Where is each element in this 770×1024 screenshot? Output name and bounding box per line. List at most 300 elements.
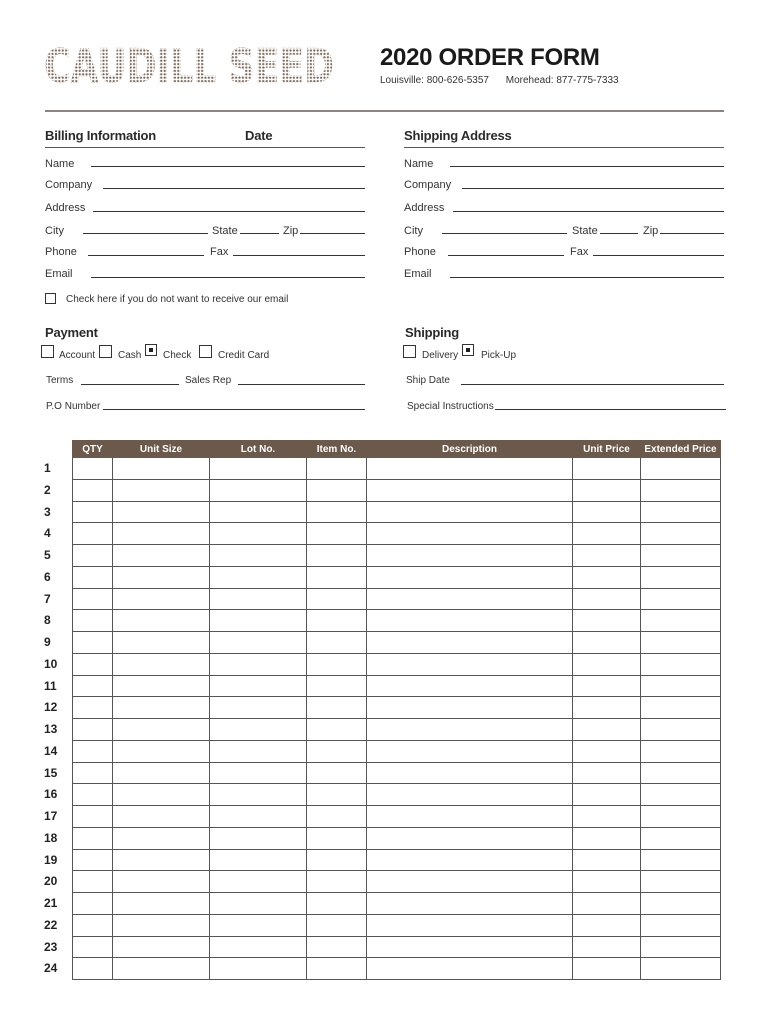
cell-unit-price[interactable] bbox=[573, 479, 641, 501]
shipping-pickup-checkbox[interactable] bbox=[462, 344, 474, 356]
cell-item-no[interactable] bbox=[307, 762, 367, 784]
table-row bbox=[73, 523, 721, 545]
cell-unit-size[interactable] bbox=[113, 523, 210, 545]
cell-extended-price[interactable] bbox=[641, 871, 721, 893]
ship-state-field[interactable] bbox=[600, 233, 638, 234]
cell-unit-size[interactable] bbox=[113, 588, 210, 610]
row-number: 24 bbox=[44, 961, 58, 976]
cell-extended-price[interactable] bbox=[641, 501, 721, 523]
ship-zip-label: Zip bbox=[643, 225, 659, 237]
cell-unit-price[interactable] bbox=[573, 588, 641, 610]
cell-qty[interactable] bbox=[73, 784, 113, 806]
ship-city-label: City bbox=[404, 225, 423, 237]
shipping-pickup-label: Pick-Up bbox=[481, 350, 517, 361]
row-number: 23 bbox=[44, 939, 58, 954]
caudill-seed-logo bbox=[44, 42, 336, 88]
billing-name-label: Name bbox=[45, 158, 75, 170]
ship-city-field[interactable] bbox=[442, 233, 567, 234]
billing-state-label: State bbox=[212, 225, 238, 237]
cell-lot-no[interactable] bbox=[210, 523, 307, 545]
cell-description[interactable] bbox=[367, 914, 573, 936]
phone-louisville: Louisville: 800-626-5357 bbox=[380, 75, 489, 86]
billing-city-label: City bbox=[45, 225, 64, 237]
ship-zip-field[interactable] bbox=[660, 233, 724, 234]
cell-unit-price[interactable] bbox=[573, 523, 641, 545]
billing-fax-label: Fax bbox=[210, 246, 229, 258]
cell-unit-size[interactable] bbox=[113, 827, 210, 849]
logo-text: CAUDILL SEED bbox=[44, 42, 334, 88]
cell-unit-size[interactable] bbox=[113, 632, 210, 654]
cell-lot-no[interactable] bbox=[210, 936, 307, 958]
billing-city-field[interactable] bbox=[83, 233, 208, 234]
cell-lot-no[interactable] bbox=[210, 588, 307, 610]
cell-item-no[interactable] bbox=[307, 784, 367, 806]
cell-qty[interactable] bbox=[73, 588, 113, 610]
cell-lot-no[interactable] bbox=[210, 784, 307, 806]
cell-qty[interactable] bbox=[73, 545, 113, 567]
cell-unit-price[interactable] bbox=[573, 501, 641, 523]
cell-qty[interactable] bbox=[73, 806, 113, 828]
billing-email-label: Email bbox=[45, 268, 73, 280]
column-header-unit-size: Unit Size bbox=[113, 441, 210, 458]
cell-lot-no[interactable] bbox=[210, 697, 307, 719]
cell-unit-price[interactable] bbox=[573, 871, 641, 893]
cell-extended-price[interactable] bbox=[641, 784, 721, 806]
billing-zip-field[interactable] bbox=[300, 233, 365, 234]
cell-lot-no[interactable] bbox=[210, 632, 307, 654]
cell-unit-price[interactable] bbox=[573, 936, 641, 958]
cell-unit-price[interactable] bbox=[573, 632, 641, 654]
cell-extended-price[interactable] bbox=[641, 893, 721, 915]
cell-item-no[interactable] bbox=[307, 675, 367, 697]
cell-unit-size[interactable] bbox=[113, 958, 210, 980]
table-row bbox=[73, 479, 721, 501]
cell-description[interactable] bbox=[367, 588, 573, 610]
cell-lot-no[interactable] bbox=[210, 545, 307, 567]
cell-description[interactable] bbox=[367, 827, 573, 849]
cell-description[interactable] bbox=[367, 762, 573, 784]
cell-item-no[interactable] bbox=[307, 893, 367, 915]
row-number: 13 bbox=[44, 722, 58, 736]
cell-unit-price[interactable] bbox=[573, 784, 641, 806]
row-number: 8 bbox=[44, 613, 51, 628]
terms-field[interactable] bbox=[81, 384, 179, 385]
cell-description[interactable] bbox=[367, 566, 573, 588]
table-row bbox=[73, 653, 721, 675]
cell-item-no[interactable] bbox=[307, 566, 367, 588]
ship-address-label: Address bbox=[404, 202, 445, 214]
table-row bbox=[73, 675, 721, 697]
cell-extended-price[interactable] bbox=[641, 610, 721, 632]
cell-unit-price[interactable] bbox=[573, 566, 641, 588]
cell-qty[interactable] bbox=[73, 479, 113, 501]
cell-unit-price[interactable] bbox=[573, 762, 641, 784]
cell-item-no[interactable] bbox=[307, 458, 367, 480]
ship-fax-field[interactable] bbox=[593, 255, 724, 256]
cell-description[interactable] bbox=[367, 610, 573, 632]
cell-unit-price[interactable] bbox=[573, 719, 641, 741]
cell-extended-price[interactable] bbox=[641, 545, 721, 567]
cell-extended-price[interactable] bbox=[641, 479, 721, 501]
form-title: 2020 ORDER FORM bbox=[380, 44, 600, 71]
cell-unit-size[interactable] bbox=[113, 849, 210, 871]
ship-email-field[interactable] bbox=[450, 277, 724, 278]
ship-company-field[interactable] bbox=[462, 188, 724, 189]
cell-extended-price[interactable] bbox=[641, 936, 721, 958]
table-row bbox=[73, 458, 721, 480]
cell-item-no[interactable] bbox=[307, 806, 367, 828]
table-row bbox=[73, 784, 721, 806]
cell-lot-no[interactable] bbox=[210, 762, 307, 784]
cell-lot-no[interactable] bbox=[210, 849, 307, 871]
cell-description[interactable] bbox=[367, 697, 573, 719]
billing-name-field[interactable] bbox=[91, 166, 365, 167]
cell-extended-price[interactable] bbox=[641, 762, 721, 784]
ship-email-label: Email bbox=[404, 268, 432, 280]
cell-qty[interactable] bbox=[73, 632, 113, 654]
cell-qty[interactable] bbox=[73, 523, 113, 545]
column-header-lot-no: Lot No. bbox=[210, 441, 307, 458]
cell-description[interactable] bbox=[367, 545, 573, 567]
cell-unit-price[interactable] bbox=[573, 806, 641, 828]
cell-unit-size[interactable] bbox=[113, 479, 210, 501]
cell-lot-no[interactable] bbox=[210, 501, 307, 523]
cell-item-no[interactable] bbox=[307, 523, 367, 545]
cell-lot-no[interactable] bbox=[210, 675, 307, 697]
cell-unit-size[interactable] bbox=[113, 545, 210, 567]
cell-item-no[interactable] bbox=[307, 849, 367, 871]
payment-account-label: Account bbox=[59, 350, 96, 361]
table-row bbox=[73, 936, 721, 958]
cell-unit-price[interactable] bbox=[573, 675, 641, 697]
cell-unit-size[interactable] bbox=[113, 914, 210, 936]
email-optout-label: Check here if you do not want to receive our email bbox=[66, 294, 289, 305]
billing-email-field[interactable] bbox=[91, 277, 365, 278]
cell-unit-price[interactable] bbox=[573, 914, 641, 936]
cell-description[interactable] bbox=[367, 849, 573, 871]
cell-lot-no[interactable] bbox=[210, 566, 307, 588]
table-row bbox=[73, 566, 721, 588]
billing-date-label: Date bbox=[245, 128, 273, 143]
billing-address-field[interactable] bbox=[93, 211, 365, 212]
cell-description[interactable] bbox=[367, 501, 573, 523]
ship-state-label: State bbox=[572, 225, 598, 237]
cell-unit-price[interactable] bbox=[573, 740, 641, 762]
cell-description[interactable] bbox=[367, 893, 573, 915]
cell-qty[interactable] bbox=[73, 501, 113, 523]
table-row bbox=[73, 697, 721, 719]
cell-qty[interactable] bbox=[73, 719, 113, 741]
cell-item-no[interactable] bbox=[307, 958, 367, 980]
ship-address-field[interactable] bbox=[453, 211, 724, 212]
sales-rep-field[interactable] bbox=[238, 384, 365, 385]
ship-phone-label: Phone bbox=[404, 246, 436, 258]
cell-unit-size[interactable] bbox=[113, 458, 210, 480]
billing-title: Billing Information bbox=[45, 128, 157, 143]
cell-extended-price[interactable] bbox=[641, 740, 721, 762]
email-optout-checkbox[interactable] bbox=[45, 293, 56, 304]
special-instructions-label: Special Instructions bbox=[407, 401, 494, 412]
row-number: 10 bbox=[44, 656, 58, 671]
table-row bbox=[73, 827, 721, 849]
cell-description[interactable] bbox=[367, 523, 573, 545]
cell-unit-size[interactable] bbox=[113, 784, 210, 806]
cell-item-no[interactable] bbox=[307, 545, 367, 567]
cell-description[interactable] bbox=[367, 479, 573, 501]
cell-qty[interactable] bbox=[73, 697, 113, 719]
cell-qty[interactable] bbox=[73, 914, 113, 936]
row-number: 15 bbox=[44, 765, 58, 780]
cell-lot-no[interactable] bbox=[210, 719, 307, 741]
table-row bbox=[73, 610, 721, 632]
payment-cash-checkbox[interactable] bbox=[99, 345, 112, 358]
cell-item-no[interactable] bbox=[307, 697, 367, 719]
payment-check-label: Check bbox=[163, 350, 192, 361]
cell-item-no[interactable] bbox=[307, 479, 367, 501]
cell-extended-price[interactable] bbox=[641, 697, 721, 719]
billing-state-field[interactable] bbox=[240, 233, 279, 234]
cell-unit-price[interactable] bbox=[573, 458, 641, 480]
row-number: 22 bbox=[44, 917, 58, 932]
cell-description[interactable] bbox=[367, 806, 573, 828]
cell-extended-price[interactable] bbox=[641, 719, 721, 741]
cell-description[interactable] bbox=[367, 458, 573, 480]
cell-item-no[interactable] bbox=[307, 610, 367, 632]
cell-unit-size[interactable] bbox=[113, 893, 210, 915]
row-number: 12 bbox=[44, 700, 58, 715]
billing-fax-field[interactable] bbox=[233, 255, 365, 256]
cell-unit-size[interactable] bbox=[113, 675, 210, 697]
cell-item-no[interactable] bbox=[307, 653, 367, 675]
table-row bbox=[73, 545, 721, 567]
sales-rep-label: Sales Rep bbox=[185, 375, 232, 386]
cell-item-no[interactable] bbox=[307, 588, 367, 610]
table-row bbox=[73, 806, 721, 828]
row-number: 5 bbox=[44, 548, 51, 562]
row-number: 14 bbox=[44, 743, 58, 758]
cell-unit-size[interactable] bbox=[113, 610, 210, 632]
cell-lot-no[interactable] bbox=[210, 458, 307, 480]
table-row bbox=[73, 849, 721, 871]
row-number: 3 bbox=[44, 504, 51, 519]
cell-description[interactable] bbox=[367, 784, 573, 806]
billing-zip-label: Zip bbox=[283, 225, 299, 237]
payment-credit-card-checkbox[interactable] bbox=[199, 345, 212, 358]
order-table-header bbox=[73, 441, 721, 458]
cell-qty[interactable] bbox=[73, 566, 113, 588]
cell-extended-price[interactable] bbox=[641, 827, 721, 849]
row-number: 11 bbox=[44, 678, 57, 693]
cell-unit-price[interactable] bbox=[573, 827, 641, 849]
table-row bbox=[73, 762, 721, 784]
shipping-title: Shipping bbox=[405, 325, 459, 340]
payment-cash-label: Cash bbox=[118, 350, 142, 361]
cell-unit-size[interactable] bbox=[113, 719, 210, 741]
ship-phone-field[interactable] bbox=[448, 255, 564, 256]
ship-date-field[interactable] bbox=[461, 384, 724, 385]
table-row bbox=[73, 871, 721, 893]
ship-date-label: Ship Date bbox=[406, 375, 450, 386]
billing-phone-label: Phone bbox=[45, 246, 77, 258]
billing-address-label: Address bbox=[45, 202, 86, 214]
cell-item-no[interactable] bbox=[307, 914, 367, 936]
order-table bbox=[72, 440, 721, 980]
ship-name-field[interactable] bbox=[450, 166, 724, 167]
cell-extended-price[interactable] bbox=[641, 914, 721, 936]
billing-divider bbox=[45, 147, 365, 148]
cell-item-no[interactable] bbox=[307, 871, 367, 893]
row-number: 20 bbox=[44, 874, 58, 889]
ship-name-label: Name bbox=[404, 158, 434, 170]
cell-qty[interactable] bbox=[73, 849, 113, 871]
payment-title: Payment bbox=[45, 325, 98, 340]
cell-item-no[interactable] bbox=[307, 936, 367, 958]
cell-unit-size[interactable] bbox=[113, 740, 210, 762]
cell-item-no[interactable] bbox=[307, 740, 367, 762]
table-row bbox=[73, 632, 721, 654]
billing-company-field[interactable] bbox=[103, 188, 365, 189]
cell-extended-price[interactable] bbox=[641, 958, 721, 980]
cell-extended-price[interactable] bbox=[641, 588, 721, 610]
cell-extended-price[interactable] bbox=[641, 675, 721, 697]
cell-unit-size[interactable] bbox=[113, 871, 210, 893]
cell-qty[interactable] bbox=[73, 893, 113, 915]
cell-lot-no[interactable] bbox=[210, 653, 307, 675]
row-number-column bbox=[44, 458, 68, 980]
row-number: 1 bbox=[44, 461, 51, 475]
column-header-description: Description bbox=[367, 441, 573, 458]
row-number: 21 bbox=[44, 896, 58, 910]
cell-description[interactable] bbox=[367, 936, 573, 958]
cell-qty[interactable] bbox=[73, 653, 113, 675]
row-number: 7 bbox=[44, 591, 51, 606]
cell-extended-price[interactable] bbox=[641, 849, 721, 871]
table-row bbox=[73, 914, 721, 936]
cell-item-no[interactable] bbox=[307, 719, 367, 741]
table-row bbox=[73, 588, 721, 610]
cell-unit-size[interactable] bbox=[113, 762, 210, 784]
cell-lot-no[interactable] bbox=[210, 827, 307, 849]
row-number: 17 bbox=[44, 809, 58, 823]
cell-description[interactable] bbox=[367, 653, 573, 675]
cell-description[interactable] bbox=[367, 675, 573, 697]
table-row bbox=[73, 719, 721, 741]
cell-unit-size[interactable] bbox=[113, 936, 210, 958]
row-number: 18 bbox=[44, 830, 58, 845]
column-header-unit-price: Unit Price bbox=[573, 441, 641, 458]
cell-qty[interactable] bbox=[73, 610, 113, 632]
column-header-qty: QTY bbox=[73, 441, 113, 458]
cell-item-no[interactable] bbox=[307, 632, 367, 654]
shipping-address-title: Shipping Address bbox=[404, 128, 512, 143]
cell-lot-no[interactable] bbox=[210, 914, 307, 936]
table-row bbox=[73, 893, 721, 915]
cell-unit-price[interactable] bbox=[573, 849, 641, 871]
row-number: 6 bbox=[44, 569, 51, 584]
payment-credit-card-label: Credit Card bbox=[218, 350, 270, 361]
cell-qty[interactable] bbox=[73, 675, 113, 697]
shipping-address-divider bbox=[404, 147, 724, 148]
cell-lot-no[interactable] bbox=[210, 871, 307, 893]
cell-item-no[interactable] bbox=[307, 501, 367, 523]
cell-lot-no[interactable] bbox=[210, 893, 307, 915]
row-number: 19 bbox=[44, 852, 58, 867]
cell-unit-price[interactable] bbox=[573, 697, 641, 719]
table-row bbox=[73, 740, 721, 762]
cell-lot-no[interactable] bbox=[210, 806, 307, 828]
ship-fax-label: Fax bbox=[570, 246, 589, 258]
cell-unit-size[interactable] bbox=[113, 566, 210, 588]
cell-qty[interactable] bbox=[73, 936, 113, 958]
cell-extended-price[interactable] bbox=[641, 632, 721, 654]
cell-unit-size[interactable] bbox=[113, 697, 210, 719]
cell-extended-price[interactable] bbox=[641, 523, 721, 545]
row-number: 16 bbox=[44, 787, 58, 802]
cell-unit-price[interactable] bbox=[573, 653, 641, 675]
cell-qty[interactable] bbox=[73, 740, 113, 762]
cell-extended-price[interactable] bbox=[641, 806, 721, 828]
terms-label: Terms bbox=[46, 375, 74, 386]
column-header-extended-price: Extended Price bbox=[641, 441, 721, 458]
cell-item-no[interactable] bbox=[307, 827, 367, 849]
payment-check-checkbox[interactable] bbox=[145, 344, 157, 356]
cell-lot-no[interactable] bbox=[210, 610, 307, 632]
cell-description[interactable] bbox=[367, 632, 573, 654]
cell-description[interactable] bbox=[367, 719, 573, 741]
cell-description[interactable] bbox=[367, 958, 573, 980]
phone-numbers bbox=[380, 75, 619, 86]
cell-unit-size[interactable] bbox=[113, 806, 210, 828]
phone-morehead: Morehead: 877-775-7333 bbox=[505, 75, 619, 86]
column-header-item-no: Item No. bbox=[307, 441, 367, 458]
cell-qty[interactable] bbox=[73, 827, 113, 849]
shipping-delivery-label: Delivery bbox=[422, 350, 459, 361]
cell-description[interactable] bbox=[367, 871, 573, 893]
cell-unit-size[interactable] bbox=[113, 653, 210, 675]
cell-qty[interactable] bbox=[73, 458, 113, 480]
billing-phone-field[interactable] bbox=[88, 255, 204, 256]
table-row bbox=[73, 501, 721, 523]
cell-lot-no[interactable] bbox=[210, 740, 307, 762]
payment-account-checkbox[interactable] bbox=[41, 345, 54, 358]
cell-qty[interactable] bbox=[73, 958, 113, 980]
cell-lot-no[interactable] bbox=[210, 479, 307, 501]
row-number: 4 bbox=[44, 526, 51, 541]
header-divider bbox=[45, 110, 724, 112]
cell-extended-price[interactable] bbox=[641, 653, 721, 675]
table-row bbox=[73, 958, 721, 980]
shipping-delivery-checkbox[interactable] bbox=[403, 345, 416, 358]
row-number: 9 bbox=[44, 635, 51, 649]
cell-unit-price[interactable] bbox=[573, 610, 641, 632]
cell-extended-price[interactable] bbox=[641, 458, 721, 480]
cell-unit-price[interactable] bbox=[573, 545, 641, 567]
row-number: 2 bbox=[44, 482, 51, 497]
cell-extended-price[interactable] bbox=[641, 566, 721, 588]
cell-lot-no[interactable] bbox=[210, 958, 307, 980]
special-instructions-field[interactable] bbox=[495, 409, 726, 410]
cell-qty[interactable] bbox=[73, 762, 113, 784]
cell-unit-price[interactable] bbox=[573, 958, 641, 980]
po-number-field[interactable] bbox=[103, 409, 365, 410]
cell-qty[interactable] bbox=[73, 871, 113, 893]
po-number-label: P.O Number bbox=[46, 401, 101, 412]
ship-company-label: Company bbox=[404, 179, 452, 191]
billing-company-label: Company bbox=[45, 179, 93, 191]
cell-description[interactable] bbox=[367, 740, 573, 762]
cell-unit-price[interactable] bbox=[573, 893, 641, 915]
cell-unit-size[interactable] bbox=[113, 501, 210, 523]
